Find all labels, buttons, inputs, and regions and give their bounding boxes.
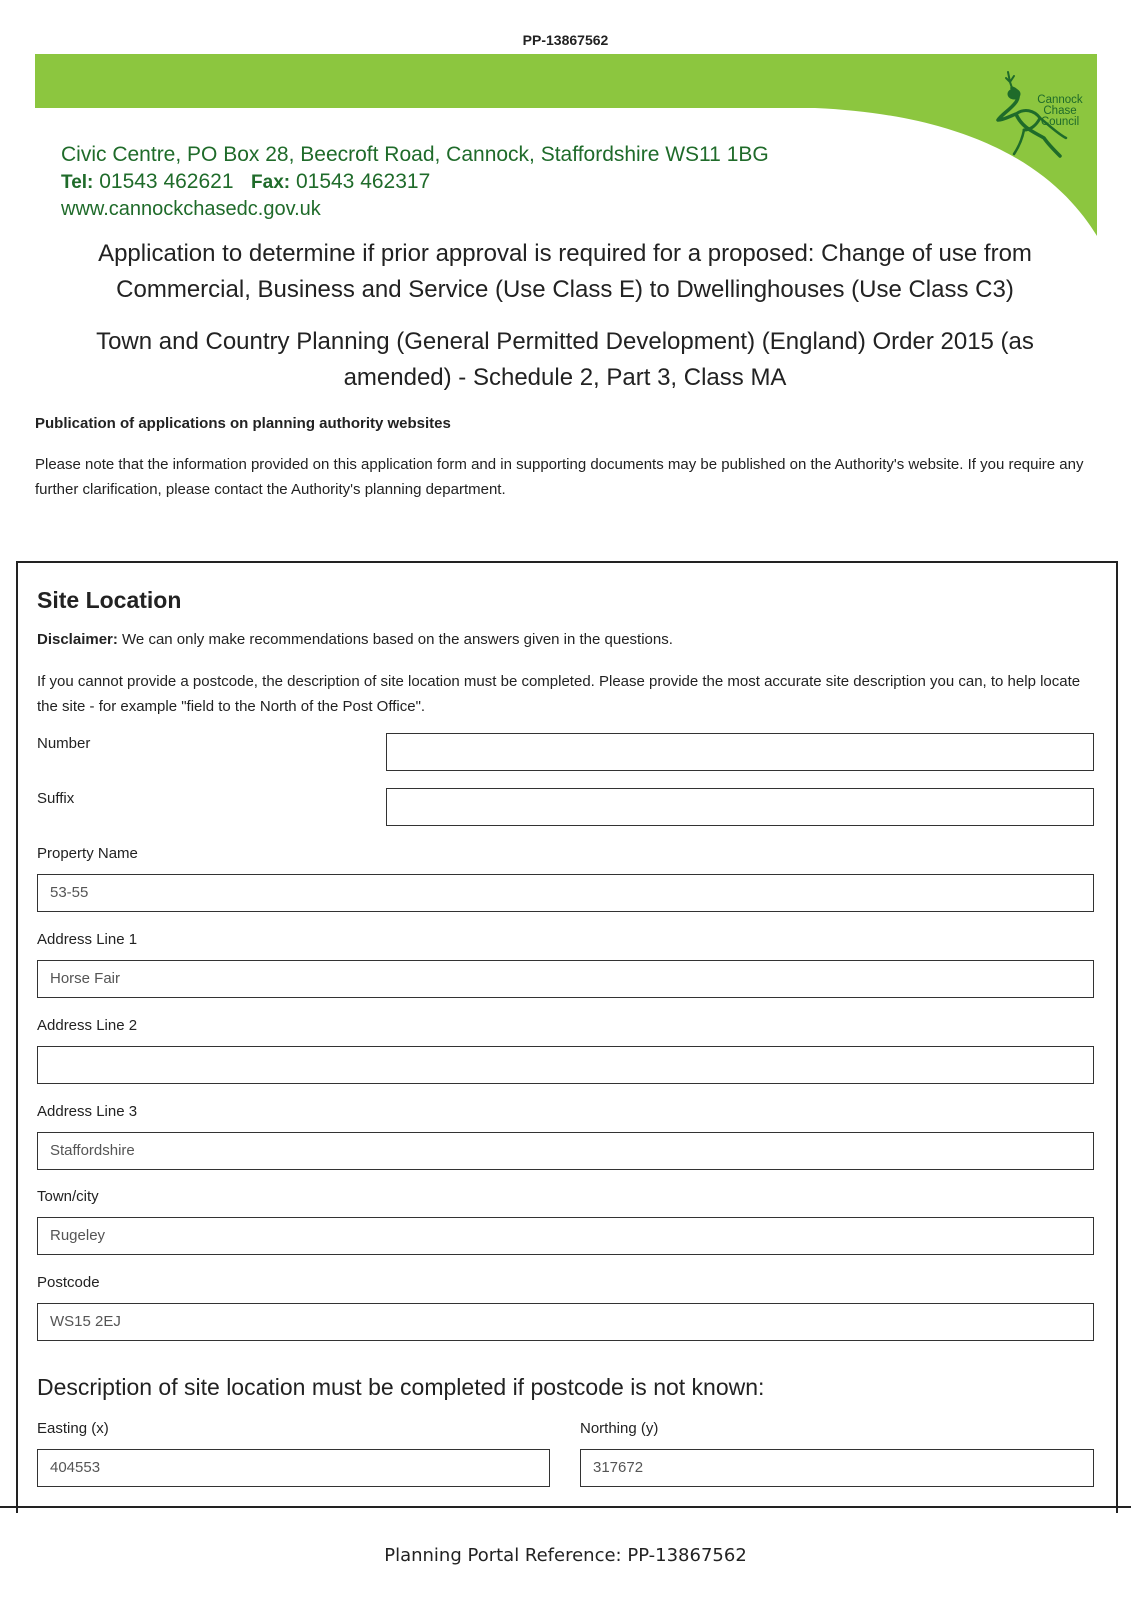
- tel-number: 01543 462621: [99, 170, 234, 193]
- council-website: www.cannockchasedc.gov.uk: [61, 198, 321, 220]
- publication-text: Please note that the information provided on this application form and in supporting documents may be published on the Authority's website. If you require any further clarification, please contact the Authority's planning department.: [35, 456, 1084, 498]
- footer-reference: Planning Portal Reference: PP-13867562: [384, 1545, 747, 1566]
- address-line2-label: Address Line 2: [37, 1017, 138, 1034]
- form-title: Application to determine if prior approval is required for a proposed: Change of use from Commercial, Business and Service (Use Class E) to Dwellinghouses (Use Class C3): [98, 240, 1032, 303]
- council-address: Civic Centre, PO Box 28, Beecroft Road, Cannock, Staffordshire WS11 1BG: [61, 143, 769, 166]
- easting-field[interactable]: 404553: [37, 1449, 550, 1487]
- fax-number: 01543 462317: [295, 170, 431, 193]
- section-title: Site Location: [37, 587, 182, 613]
- address-line3-field[interactable]: Staffordshire: [37, 1132, 1094, 1170]
- town-city-field[interactable]: Rugeley: [37, 1217, 1094, 1255]
- property-name-label: Property Name: [37, 845, 138, 862]
- logo-text-line-2: Chase: [1043, 105, 1077, 117]
- suffix-field[interactable]: [386, 788, 1094, 826]
- disclaimer-text: We can only make recommendations based on the answers given in the questions.: [117, 631, 673, 648]
- disclaimer: [37, 631, 673, 648]
- reference-number-top: PP-13867562: [522, 32, 609, 48]
- town-city-label: Town/city: [37, 1188, 99, 1205]
- council-address-block: [61, 141, 769, 223]
- number-field[interactable]: [386, 733, 1094, 771]
- postcode-field[interactable]: WS15 2EJ: [37, 1303, 1094, 1341]
- property-name-field[interactable]: 53-55: [37, 874, 1094, 912]
- tel-label: Tel:: [61, 172, 94, 193]
- council-logo-text: [1030, 95, 1090, 128]
- number-label: Number: [37, 735, 91, 752]
- council-phone-fax: [61, 168, 769, 196]
- address-line3-label: Address Line 3: [37, 1103, 138, 1120]
- address-line1-label: Address Line 1: [37, 931, 138, 948]
- description-heading: Description of site location must be completed if postcode is not known:: [37, 1374, 765, 1400]
- form-legislation: Town and Country Planning (General Permitted Development) (England) Order 2015 (as amended) - Schedule 2, Part 3, Class MA: [96, 328, 1034, 391]
- address-line1-field[interactable]: Horse Fair: [37, 960, 1094, 998]
- logo-text-line-1: Cannock: [1037, 94, 1083, 106]
- panel-divider: [0, 1506, 1131, 1508]
- fax-label: Fax:: [251, 172, 291, 193]
- publication-heading: Publication of applications on planning authority websites: [35, 415, 451, 432]
- logo-text-line-3: Council: [1040, 116, 1080, 128]
- northing-field[interactable]: 317672: [580, 1449, 1094, 1487]
- address-line2-field[interactable]: [37, 1046, 1094, 1084]
- site-location-note: If you cannot provide a postcode, the description of site location must be completed. Please provide the most accurate site description you can, to help locate the site - for example "field to the North of the Post Office".: [37, 673, 1081, 715]
- disclaimer-label: Disclaimer:: [37, 631, 118, 648]
- suffix-label: Suffix: [37, 790, 75, 807]
- northing-label: Northing (y): [580, 1420, 659, 1437]
- postcode-label: Postcode: [37, 1274, 100, 1291]
- easting-label: Easting (x): [37, 1420, 109, 1437]
